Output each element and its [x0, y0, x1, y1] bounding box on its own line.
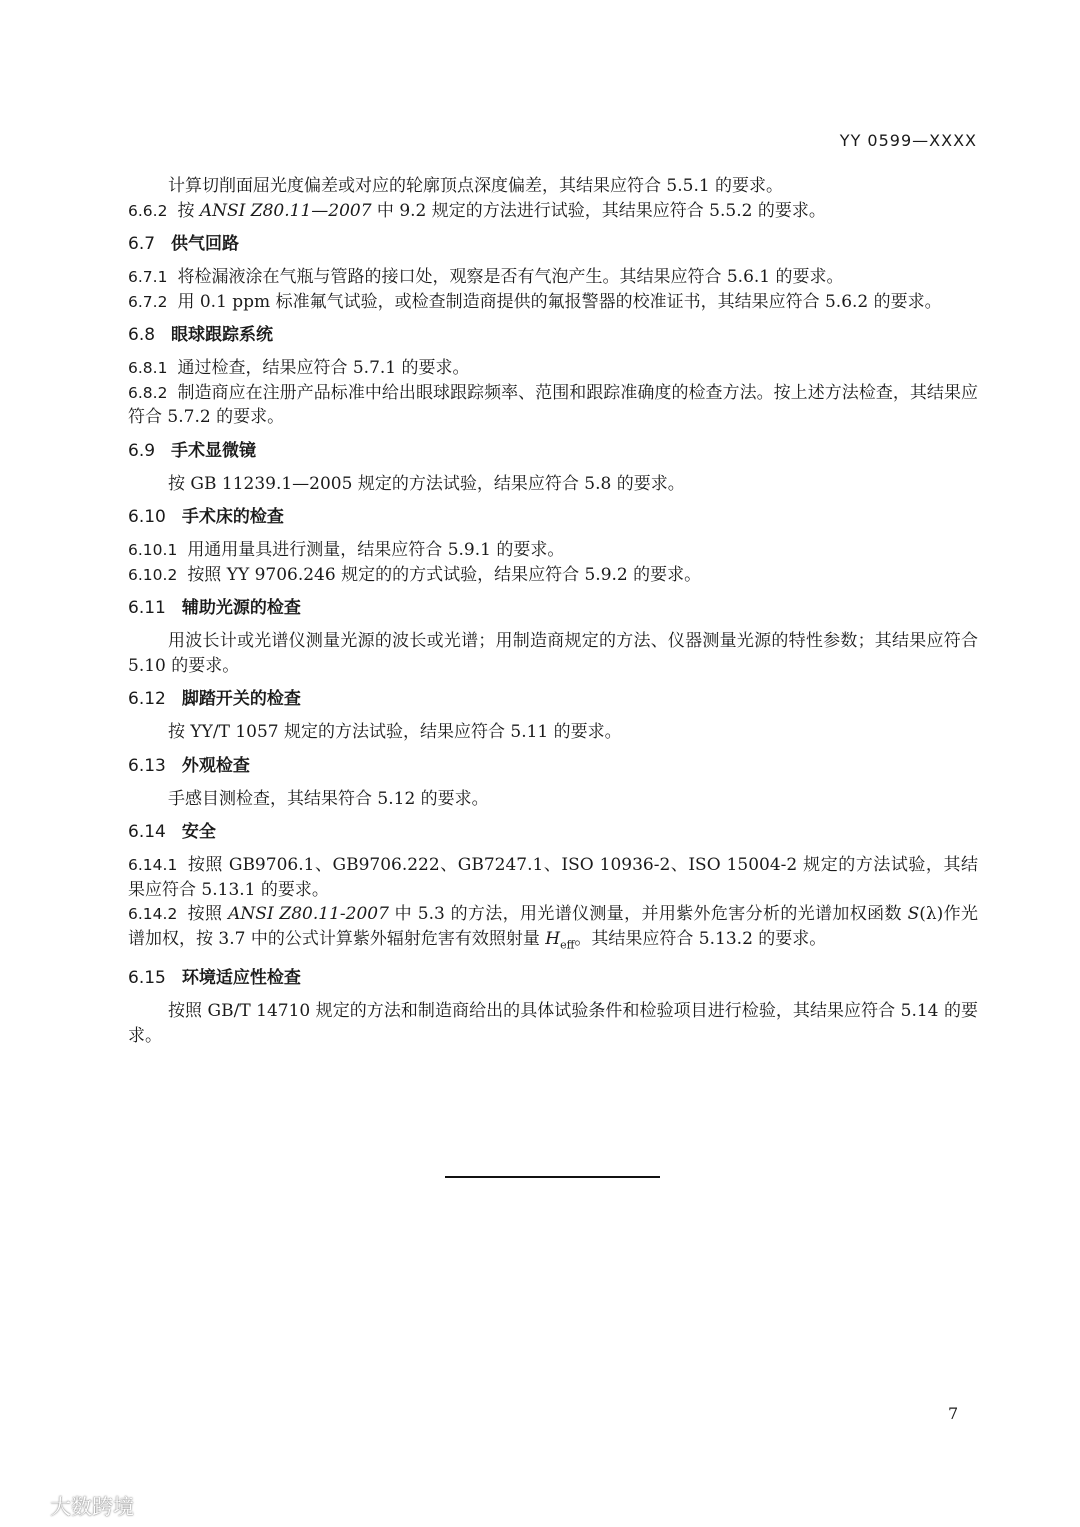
section-number: 6.11: [128, 598, 166, 618]
section-number: 6.13: [128, 755, 166, 776]
paragraph-6-13: 手感目测检查，其结果符合 5.12 的要求。: [168, 788, 489, 809]
clause-number: 6.10.2: [128, 565, 178, 584]
paragraph-6-10-1: [128, 538, 978, 563]
section-heading-6-15: [128, 966, 978, 990]
end-of-document-rule: [445, 1176, 660, 1178]
page-number: 7: [948, 1404, 959, 1423]
section-heading-6-14: [128, 820, 978, 844]
document-body: [128, 174, 978, 1048]
clause-text: 按: [177, 200, 200, 221]
clause-number: 6.14.2: [128, 905, 178, 923]
paragraph-6-12: 按 YY/T 1057 规定的方法试验，结果应符合 5.11 的要求。: [168, 722, 622, 742]
section-title: 脚踏开关的检查: [181, 689, 301, 709]
document-number: YY 0599—XXXX: [839, 131, 977, 150]
clause-number: 6.7.1: [128, 268, 168, 286]
paragraph-6-6-1-cont: 计算切削面屈光度偏差或对应的轮廓顶点深度偏差，其结果应符合 5.5.1 的要求。: [168, 176, 784, 196]
clause-number: 6.6.2: [128, 201, 168, 220]
clause-text: 用通用量具进行测量，结果应符合 5.9.1 的要求。: [187, 540, 565, 560]
watermark-text: 大数跨境: [50, 1495, 134, 1519]
paragraph-6-6-2: [128, 199, 978, 224]
section-title: 辅助光源的检查: [181, 598, 301, 618]
section-title: 环境适应性检查: [181, 968, 301, 989]
symbol-subscript: eff: [560, 937, 575, 951]
clause-number: 6.7.2: [128, 292, 168, 311]
section-number: 6.10: [128, 507, 166, 527]
paragraph-6-8-2: [128, 381, 978, 430]
clause-number: 6.14.1: [128, 856, 178, 874]
clause-text: 通过检查，结果应符合 5.7.1 的要求。: [177, 358, 470, 378]
clause-text: 。其结果应符合 5.13.2 的要求。: [574, 928, 827, 949]
paragraph-6-7-1: [128, 265, 978, 290]
paragraph-6-9: 按 GB 11239.1—2005 规定的方法试验，结果应符合 5.8 的要求。: [168, 473, 685, 494]
section-heading-6-13: [128, 754, 978, 778]
clause-text: 将检漏液涂在气瓶与管路的接口处，观察是否有气泡产生。其结果应符合 5.6.1 的要求。: [177, 267, 844, 287]
paragraph-6-11: 用波长计或光谱仪测量光源的波长或光谱；用制造商规定的方法、仪器测量光源的特性参数；其结果应符合 5.10 的要求。: [128, 631, 978, 676]
paragraph-6-14-2: [128, 902, 978, 957]
watermark: [8, 1491, 134, 1521]
section-title: 外观检查: [181, 755, 250, 776]
section-heading-6-9: [128, 439, 978, 463]
section-number: 6.9: [128, 440, 156, 461]
clause-number: 6.8.1: [128, 359, 168, 377]
section-title: 手术床的检查: [181, 507, 284, 527]
paragraph-6-10-2: [128, 563, 978, 588]
clause-number: 6.8.2: [128, 383, 168, 402]
paragraph-6-14-1: [128, 853, 978, 902]
clause-text: (λ)作光谱加权，按 3.7 中的公式计算紫外辐射危害有效照射量: [128, 904, 979, 949]
clause-number: 6.10.1: [128, 541, 178, 559]
section-title: 安全: [181, 822, 216, 842]
section-heading-6-12: [128, 687, 978, 711]
section-title: 供气回路: [171, 234, 240, 254]
section-heading-6-8: [128, 323, 978, 347]
standard-reference: ANSI Z80.11-2007: [228, 904, 389, 924]
clause-text: 按照 YY 9706.246 规定的的方式试验，结果应符合 5.9.2 的要求。: [187, 564, 702, 585]
section-number: 6.8: [128, 325, 156, 345]
clause-text: 制造商应在注册产品标准中给出眼球跟踪频率、范围和跟踪准确度的检查方法。按上述方法检查，其结果应符合 5.7.2 的要求。: [128, 382, 978, 427]
section-heading-6-7: [128, 232, 978, 256]
section-number: 6.15: [128, 968, 166, 989]
watermark-logo-icon: [8, 1493, 44, 1519]
standard-reference: ANSI Z80.11—2007: [199, 200, 372, 221]
section-heading-6-11: [128, 596, 978, 620]
section-title: 眼球跟踪系统: [171, 325, 274, 345]
paragraph-6-7-2: [128, 290, 978, 315]
clause-text: 按照: [187, 904, 229, 924]
symbol-h: H: [545, 928, 561, 949]
clause-text: 中 5.3 的方法，用光谱仪测量，并用紫外危害分析的光谱加权函数: [388, 904, 908, 924]
section-number: 6.12: [128, 689, 166, 709]
section-title: 手术显微镜: [171, 440, 257, 461]
symbol-s: S: [907, 904, 920, 924]
clause-text: 用 0.1 ppm 标准氟气试验，或检查制造商提供的氟报警器的校准证书，其结果应符合 5.6.2 的要求。: [177, 291, 942, 312]
section-number: 6.14: [128, 822, 166, 842]
paragraph-6-15: 按照 GB/T 14710 规定的方法和制造商给出的具体试验条件和检验项目进行检验，其结果应符合 5.14 的要求。: [128, 1001, 978, 1046]
section-heading-6-10: [128, 505, 978, 529]
clause-text: 按照 GB9706.1、GB9706.222、GB7247.1、ISO 10936-2、ISO 15004-2 规定的方法试验，其结果应符合 5.13.1 的要求。: [128, 855, 978, 900]
clause-text: 中 9.2 规定的方法进行试验，其结果应符合 5.5.2 的要求。: [371, 200, 826, 221]
section-number: 6.7: [128, 234, 156, 254]
paragraph-6-8-1: [128, 356, 978, 381]
